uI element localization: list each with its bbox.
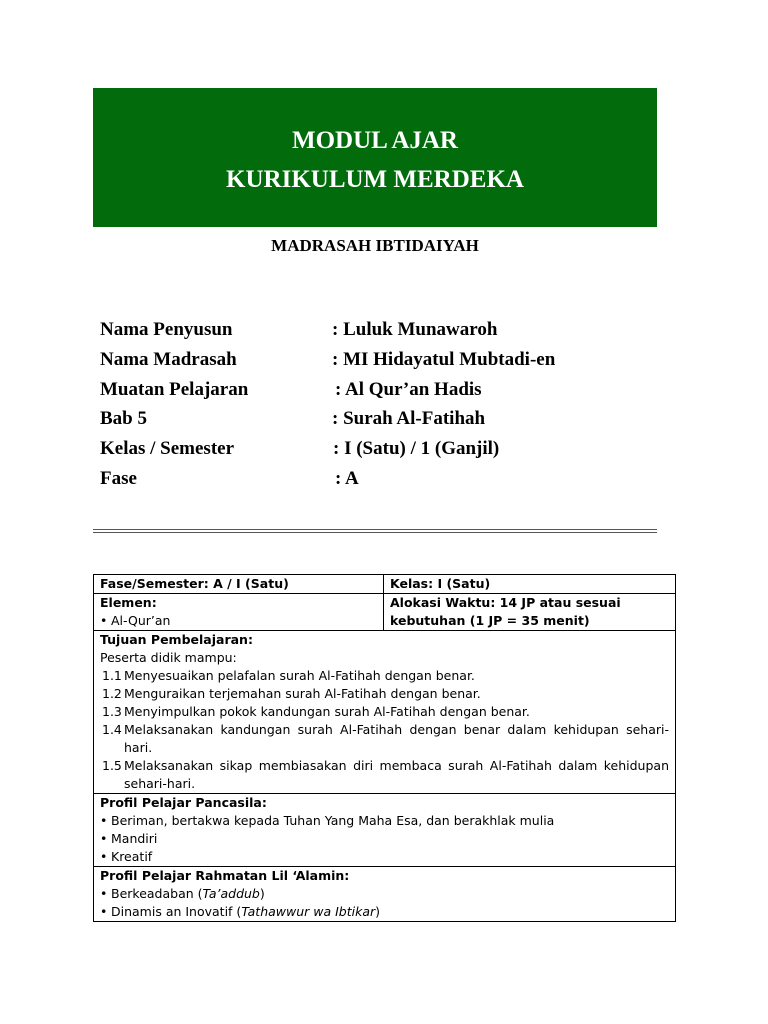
fase-semester-cell: Fase/Semester: A / I (Satu) xyxy=(94,575,384,594)
list-item xyxy=(100,757,669,793)
info-value: : Al Qur’an Hadis xyxy=(335,378,482,400)
banner-title-line2: KURIKULUM MERDEKA xyxy=(226,166,524,193)
info-label: Nama Penyusun xyxy=(100,319,233,340)
tujuan-label: Tujuan Pembelajaran: xyxy=(100,632,253,647)
bullet-icon: • xyxy=(100,813,108,828)
info-label: Bab 5 xyxy=(100,408,147,430)
info-row xyxy=(100,437,660,467)
bullet-icon: • xyxy=(100,886,108,901)
table-row xyxy=(94,867,676,922)
profil-pancasila-list xyxy=(100,812,669,866)
list-item xyxy=(100,885,669,903)
school-type-heading: MADRASAH IBTIDAIYAH xyxy=(271,236,479,255)
tujuan-cell xyxy=(94,631,676,794)
list-item xyxy=(100,812,669,830)
alokasi-waktu-cell: Alokasi Waktu: 14 JP atau sesuai kebutuhan (1 JP = 35 menit) xyxy=(384,594,676,631)
list-item xyxy=(100,830,669,848)
table-row xyxy=(94,575,676,594)
tujuan-intro: Peserta didik mampu: xyxy=(100,650,237,665)
list-item-text: Dinamis an Inovatif ( xyxy=(111,904,242,919)
table-row xyxy=(94,631,676,794)
info-row xyxy=(100,407,660,437)
table-row xyxy=(94,594,676,631)
list-item-text: Mandiri xyxy=(111,831,158,846)
info-row xyxy=(100,378,660,408)
banner-title-line1: MODUL AJAR xyxy=(292,127,458,154)
table-row xyxy=(94,794,676,867)
profil-pancasila-cell xyxy=(94,794,676,867)
profil-rahmatan-label: Profil Pelajar Rahmatan Lil ‘Alamin: xyxy=(100,868,350,883)
bullet-icon: • xyxy=(100,904,108,919)
list-item-text: Melaksanakan kandungan surah Al-Fatihah dengan benar dalam kehidupan sehari-hari. xyxy=(124,722,669,755)
item-number: 1.4 xyxy=(102,722,122,737)
info-value: : Luluk Munawaroh xyxy=(332,319,498,340)
info-value: : A xyxy=(335,467,359,489)
elemen-label: Elemen: xyxy=(100,595,157,610)
profil-rahmatan-list xyxy=(100,885,669,921)
info-row xyxy=(100,318,660,348)
double-divider xyxy=(93,529,657,533)
list-item xyxy=(100,685,669,703)
list-item-italic: Ta’addub xyxy=(202,886,260,901)
list-item xyxy=(100,848,669,866)
elemen-cell xyxy=(94,594,384,631)
lesson-detail-table xyxy=(93,574,676,922)
list-item xyxy=(100,903,669,921)
bullet-icon: • xyxy=(100,849,108,864)
title-banner xyxy=(93,88,657,227)
info-row xyxy=(100,348,660,378)
kelas-cell: Kelas: I (Satu) xyxy=(384,575,676,594)
info-value: : MI Hidayatul Mubtadi-en xyxy=(332,348,556,370)
profil-pancasila-label: Profil Pelajar Pancasila: xyxy=(100,795,267,810)
list-item-text: Kreatif xyxy=(111,849,153,864)
list-item-text: Menyesuaikan pelafalan surah Al-Fatihah dengan benar. xyxy=(124,668,475,683)
info-label: Muatan Pelajaran xyxy=(100,378,249,400)
item-number: 1.5 xyxy=(102,758,122,773)
info-row xyxy=(100,467,660,497)
profil-rahmatan-cell xyxy=(94,867,676,922)
info-label: Kelas / Semester xyxy=(100,438,235,460)
info-value: : I (Satu) / 1 (Ganjil) xyxy=(333,438,500,460)
list-item-text: Menguraikan terjemahan surah Al-Fatihah dengan benar. xyxy=(124,686,481,701)
bullet-icon: • xyxy=(100,831,108,846)
item-number: 1.3 xyxy=(102,704,122,719)
elemen-list xyxy=(100,612,377,630)
list-item xyxy=(100,721,669,757)
list-item-end: ) xyxy=(375,904,381,919)
bullet-icon: • xyxy=(100,613,108,628)
list-item-italic: Tathawwur wa Ibtikar xyxy=(241,904,376,919)
tujuan-list xyxy=(100,667,669,793)
identity-block xyxy=(100,318,660,497)
info-value: : Surah Al-Fatihah xyxy=(332,408,486,430)
item-number: 1.1 xyxy=(102,668,122,683)
info-label: Nama Madrasah xyxy=(100,348,237,370)
list-item-text: Melaksanakan sikap membiasakan diri membaca surah Al-Fatihah dalam kehidupan sehari-hari. xyxy=(124,758,669,791)
list-item xyxy=(100,667,669,685)
list-item xyxy=(100,612,377,630)
list-item-text: Berkeadaban ( xyxy=(111,886,203,901)
list-item-text: Beriman, bertakwa kepada Tuhan Yang Maha Esa, dan berakhlak mulia xyxy=(111,813,555,828)
list-item-text: Al-Qur’an xyxy=(111,613,171,628)
list-item xyxy=(100,703,669,721)
item-number: 1.2 xyxy=(102,686,122,701)
list-item-text: Menyimpulkan pokok kandungan surah Al-Fatihah dengan benar. xyxy=(124,704,530,719)
info-label: Fase xyxy=(100,467,137,489)
list-item-end: ) xyxy=(259,886,265,901)
